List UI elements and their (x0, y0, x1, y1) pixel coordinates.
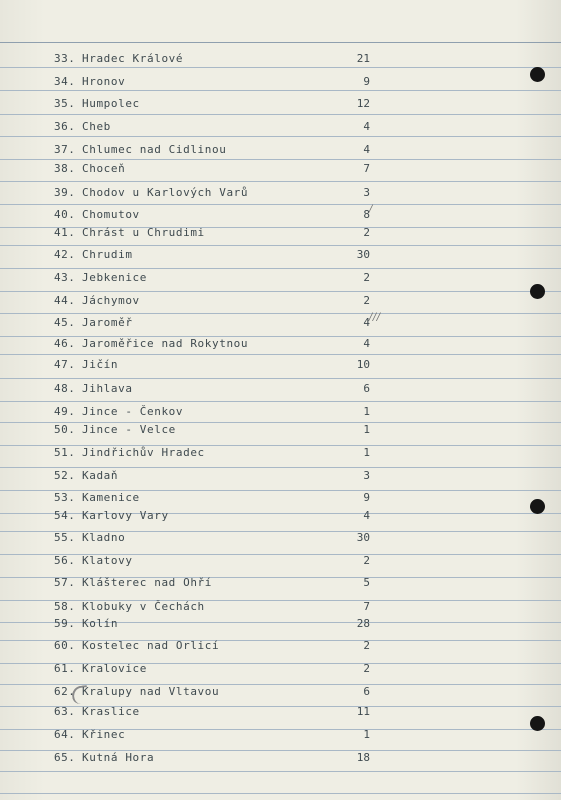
list-item (0, 337, 561, 353)
list-item (0, 248, 561, 264)
rule-line (0, 181, 561, 182)
list-item (0, 617, 561, 633)
item-number: 37. (54, 143, 76, 156)
list-item (0, 509, 561, 525)
item-count: 11 (356, 705, 370, 718)
rule-line (0, 467, 561, 468)
town-name: Jáchymov (82, 294, 140, 307)
item-number: 58. (54, 600, 76, 613)
item-count: 30 (356, 248, 370, 261)
town-name: Cheb (82, 120, 111, 133)
list-item (0, 294, 561, 310)
item-number: 51. (54, 446, 76, 459)
item-count: 9 (363, 75, 370, 88)
rule-line (0, 401, 561, 402)
list-item (0, 662, 561, 678)
tally-mark: / (369, 204, 373, 215)
item-number: 39. (54, 186, 76, 199)
item-count: 1 (363, 446, 370, 459)
rule-line (0, 136, 561, 137)
item-number: 57. (54, 576, 76, 589)
item-count: 28 (356, 617, 370, 630)
item-count: 5 (363, 576, 370, 589)
town-name: Chrudim (82, 248, 133, 261)
item-count: 21 (356, 52, 370, 65)
town-name: Hronov (82, 75, 126, 88)
item-count: 4 (363, 120, 370, 133)
list-item (0, 491, 561, 507)
list-item (0, 469, 561, 485)
item-number: 55. (54, 531, 76, 544)
item-count: 9 (363, 491, 370, 504)
rule-line (0, 378, 561, 379)
town-name: Chomutov (82, 208, 140, 221)
list-item (0, 186, 561, 202)
item-count: 1 (363, 423, 370, 436)
item-number: 48. (54, 382, 76, 395)
town-name: Křinec (82, 728, 126, 741)
rule-line (0, 268, 561, 269)
item-number: 38. (54, 162, 76, 175)
item-number: 64. (54, 728, 76, 741)
list-item (0, 705, 561, 721)
item-count: 2 (363, 226, 370, 239)
item-number: 63. (54, 705, 76, 718)
town-name: Klášterec nad Ohří (82, 576, 213, 589)
item-count: 30 (356, 531, 370, 544)
town-name: Kadaň (82, 469, 119, 482)
item-number: 62. (54, 685, 76, 698)
list-item (0, 423, 561, 439)
rule-line (0, 291, 561, 292)
item-count: 4 (363, 509, 370, 522)
item-number: 52. (54, 469, 76, 482)
list-item (0, 531, 561, 547)
item-number: 59. (54, 617, 76, 630)
item-count: 18 (356, 751, 370, 764)
item-number: 46. (54, 337, 76, 350)
item-number: 44. (54, 294, 76, 307)
item-count: 4 (363, 316, 370, 329)
list-item (0, 685, 561, 701)
rule-line (0, 159, 561, 160)
list-item (0, 204, 561, 224)
item-count: 1 (363, 405, 370, 418)
item-count: 2 (363, 294, 370, 307)
town-name: Karlovy Vary (82, 509, 169, 522)
item-number: 34. (54, 75, 76, 88)
town-name: Kamenice (82, 491, 140, 504)
list-item (0, 271, 561, 287)
item-number: 42. (54, 248, 76, 261)
town-name: Kraslice (82, 705, 140, 718)
item-count: 2 (363, 662, 370, 675)
list-item (0, 143, 561, 159)
item-count: 10 (356, 358, 370, 371)
item-count: 3 (363, 469, 370, 482)
town-name: Humpolec (82, 97, 140, 110)
item-number: 56. (54, 554, 76, 567)
town-name: Choceň (82, 162, 126, 175)
list-item (0, 728, 561, 744)
item-count: 1 (363, 728, 370, 741)
list-item (0, 226, 561, 242)
list-item (0, 162, 561, 178)
item-number: 61. (54, 662, 76, 675)
list-item (0, 639, 561, 655)
town-name: Chlumec nad Cidlinou (82, 143, 227, 156)
tally-mark: /// (369, 312, 381, 323)
item-count: 4 (363, 143, 370, 156)
town-name: Jince - Čenkov (82, 405, 184, 418)
item-number: 35. (54, 97, 76, 110)
town-name: Jince - Velce (82, 423, 176, 436)
rule-line (0, 245, 561, 246)
item-number: 36. (54, 120, 76, 133)
item-count: 7 (363, 162, 370, 175)
item-number: 47. (54, 358, 76, 371)
list-item (0, 600, 561, 616)
town-name: Jebkenice (82, 271, 148, 284)
rule-line (0, 354, 561, 355)
item-number: 54. (54, 509, 76, 522)
town-name: Kralovice (82, 662, 148, 675)
town-name: Kostelec nad Orlicí (82, 639, 220, 652)
rule-line (0, 771, 561, 772)
item-count: 2 (363, 271, 370, 284)
list-item (0, 446, 561, 462)
town-name: Jaroměř (82, 316, 133, 329)
list-item (0, 554, 561, 570)
list-item (0, 120, 561, 136)
rule-line (0, 313, 561, 314)
town-name: Klobuky v Čechách (82, 600, 205, 613)
item-count: 6 (363, 382, 370, 395)
rule-line (0, 204, 561, 205)
rule-line (0, 793, 561, 794)
town-name: Kolín (82, 617, 119, 630)
item-number: 41. (54, 226, 76, 239)
town-name: Chodov u Karlových Varů (82, 186, 249, 199)
town-name: Kralupy nad Vltavou (82, 685, 220, 698)
item-count: 6 (363, 685, 370, 698)
town-name: Jindřichův Hradec (82, 446, 205, 459)
item-number: 65. (54, 751, 76, 764)
town-name: Jičín (82, 358, 119, 371)
item-number: 50. (54, 423, 76, 436)
item-count: 12 (356, 97, 370, 110)
list-item (0, 52, 561, 68)
town-name: Kladno (82, 531, 126, 544)
item-number: 53. (54, 491, 76, 504)
item-number: 60. (54, 639, 76, 652)
list-item (0, 97, 561, 113)
item-count: 2 (363, 554, 370, 567)
list-item (0, 405, 561, 421)
list-item (0, 751, 561, 767)
item-number: 49. (54, 405, 76, 418)
town-name: Hradec Králové (82, 52, 184, 65)
town-name: Kutná Hora (82, 751, 155, 764)
town-name: Jaroměřice nad Rokytnou (82, 337, 249, 350)
item-count: 2 (363, 639, 370, 652)
item-count: 8 (363, 208, 370, 221)
rule-line (0, 114, 561, 115)
list-item (0, 382, 561, 398)
item-number: 40. (54, 208, 76, 221)
item-count: 3 (363, 186, 370, 199)
item-number: 43. (54, 271, 76, 284)
item-number: 33. (54, 52, 76, 65)
top-rule (0, 42, 561, 43)
list-item (0, 75, 561, 91)
list-item (0, 312, 561, 332)
item-number: 45. (54, 316, 76, 329)
item-count: 7 (363, 600, 370, 613)
list-item (0, 576, 561, 592)
town-name: Jihlava (82, 382, 133, 395)
list-item (0, 358, 561, 374)
item-count: 4 (363, 337, 370, 350)
town-name: Klatovy (82, 554, 133, 567)
town-name: Chrást u Chrudimi (82, 226, 205, 239)
